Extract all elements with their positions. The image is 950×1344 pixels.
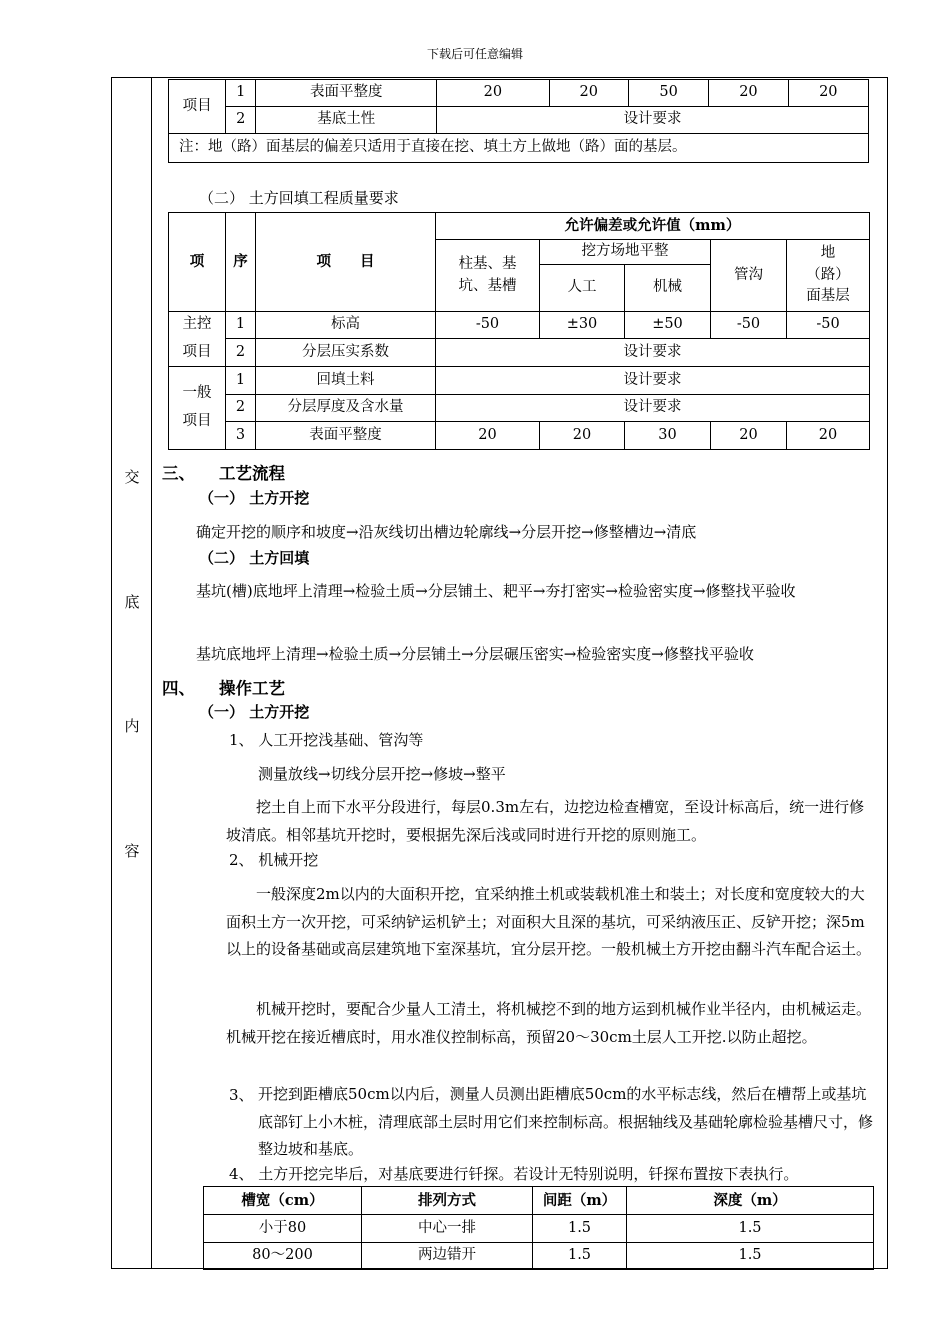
group-label-main <box>169 312 226 367</box>
header-name: 项 目 <box>256 213 436 312</box>
row-item: 基底土性 <box>256 107 437 134</box>
table-row <box>204 1243 874 1270</box>
table-cell: 两边错开 <box>362 1243 533 1270</box>
disclosure-frame <box>111 77 888 1269</box>
row-no: 3 <box>226 422 256 450</box>
content-area <box>152 78 887 1268</box>
subsection-title: （二） 土方回填 <box>199 549 310 567</box>
value-cell: -50 <box>436 312 540 339</box>
value-cell: 20 <box>436 422 540 450</box>
header-pile: 柱基、基坑、基槽 <box>436 240 540 312</box>
header-item: 项 <box>169 213 226 312</box>
process-flow: 基坑底地坪上清理→检验土质→分层铺土→分层碾压密实→检验密实度→修整找平验收 <box>196 645 754 663</box>
header-manual: 人工 <box>540 265 625 312</box>
paragraph: 一般深度2m以内的大面积开挖，宜采纳推土机或装载机准土和装土；对长度和宽度较大的大面积土方一次开挖，可采纳铲运机铲土；对面积大且深的基坑，可采纳液压正、反铲开挖；深5m以上的设备基础或高层建筑地下室深基坑，宜分层开挖。一般机械土方开挖由翻斗汽车配合运土。 <box>226 885 872 958</box>
paragraph: 机械开挖时，要配合少量人工清土，将机械挖不到的地方运到机械作业半径内，由机械运走。机械开挖在接近槽底时，用水准仪控制标高，预留20～30cm土层人工开挖.以防止超挖。 <box>226 1000 872 1046</box>
left-label-column <box>112 78 152 1268</box>
value-cell: -50 <box>711 312 787 339</box>
header-trench: 管沟 <box>711 240 787 312</box>
list-item-title: 2、 机械开挖 <box>229 851 319 869</box>
row-no: 2 <box>226 395 256 422</box>
header-ground-line: 面基层 <box>806 288 850 305</box>
group-label: 项目 <box>169 80 226 134</box>
left-label-char: 内 <box>124 717 140 735</box>
header-ground-line: 地 <box>820 244 836 261</box>
section-title: 操作工艺 <box>219 679 285 698</box>
value-cell: 20 <box>787 422 870 450</box>
left-label-char: 底 <box>124 593 140 611</box>
group-label-line: 一般 <box>182 385 212 402</box>
value-cell: 20 <box>709 80 788 107</box>
group-label-general <box>169 367 226 450</box>
table-cell: 80～200 <box>204 1243 362 1270</box>
column-header: 排列方式 <box>362 1187 533 1215</box>
table-cell: 1.5 <box>533 1243 627 1270</box>
value-cell: -50 <box>787 312 870 339</box>
row-item: 分层压实系数 <box>256 339 436 367</box>
group-label-line: 主控 <box>182 316 212 333</box>
section-subtitle: （二） 土方回填工程质量要求 <box>199 189 399 207</box>
probe-layout-table <box>203 1186 874 1270</box>
row-no: 2 <box>226 339 256 367</box>
paragraph: 挖土自上而下水平分段进行，每层0.3m左右，边挖边检查槽宽，至设计标高后，统一进行修坡清底。相邻基坑开挖时，要根据先深后浅或同时进行开挖的原则施工。 <box>226 798 865 844</box>
value-cell: ±50 <box>625 312 711 339</box>
merged-value-cell: 设计要求 <box>436 339 870 367</box>
row-item: 分层厚度及含水量 <box>256 395 436 422</box>
header-allowance: 允许偏差或允许值（mm） <box>436 213 870 240</box>
row-item: 标高 <box>256 312 436 339</box>
value-cell: 20 <box>711 422 787 450</box>
row-item: 表面平整度 <box>256 80 437 107</box>
value-cell: 20 <box>788 80 868 107</box>
page-header: 下载后可任意编辑 <box>426 47 523 61</box>
left-label-char: 容 <box>124 842 140 860</box>
header-site-leveling: 挖方场地平整 <box>540 240 711 265</box>
group-label-line: 项目 <box>182 413 212 429</box>
table-cell: 1.5 <box>627 1215 874 1243</box>
left-label-char: 交 <box>124 468 140 486</box>
header-ground-base <box>787 240 870 312</box>
list-item-title: 1、 人工开挖浅基础、管沟等 <box>229 731 424 749</box>
table-row <box>204 1215 874 1243</box>
list-item-number: 3、 <box>229 1086 254 1104</box>
table-note: 注：地（路）面基层的偏差只适用于直接在挖、填土方上做地（路）面的基层。 <box>169 134 869 163</box>
merged-value-cell: 设计要求 <box>437 107 869 134</box>
process-flow: 基坑(槽)底地坪上清理→检验土质→分层铺土、耙平→夯打密实→检验密实度→修整找平验收 <box>196 582 796 600</box>
process-flow: 确定开挖的顺序和坡度→沿灰线切出槽边轮廓线→分层开挖→修整槽边→清底 <box>196 523 697 541</box>
value-cell: 50 <box>628 80 708 107</box>
header-ground-line: （路） <box>806 266 850 283</box>
row-item: 表面平整度 <box>256 422 436 450</box>
value-cell: 20 <box>540 422 625 450</box>
value-cell: 20 <box>437 80 549 107</box>
table-cell: 小于80 <box>204 1215 362 1243</box>
value-cell: 20 <box>549 80 628 107</box>
paragraph: 开挖到距槽底50cm以内后，测量人员测出距槽底50cm的水平标志线，然后在槽帮上或基坑底部钉上小木桩，清理底部土层时用它们来控制标高。根据轴线及基础轮廓检验基槽尺寸，修整边坡和基底。 <box>258 1085 874 1158</box>
header-machine: 机械 <box>625 265 711 312</box>
column-header: 间距（m） <box>533 1187 627 1215</box>
table-cell: 1.5 <box>533 1215 627 1243</box>
process-flow: 测量放线→切线分层开挖→修坡→整平 <box>258 765 506 783</box>
row-no: 1 <box>226 367 256 395</box>
merged-value-cell: 设计要求 <box>436 367 870 395</box>
group-label-line: 项目 <box>182 344 212 360</box>
section-title: 工艺流程 <box>219 464 285 483</box>
list-item-title: 4、 土方开挖完毕后，对基底要进行钎探。若设计无特别说明，钎探布置按下表执行。 <box>229 1165 799 1183</box>
table-cell: 1.5 <box>627 1243 874 1270</box>
section-number: 三、 <box>162 464 195 483</box>
value-cell: 30 <box>625 422 711 450</box>
column-header: 深度（m） <box>627 1187 874 1215</box>
subsection-title: （一） 土方开挖 <box>199 703 310 721</box>
merged-value-cell: 设计要求 <box>436 395 870 422</box>
row-no: 1 <box>226 80 256 107</box>
row-no: 2 <box>226 107 256 134</box>
subsection-title: （一） 土方开挖 <box>199 489 310 507</box>
excavation-quality-table-tail <box>168 79 869 163</box>
row-item: 回填土料 <box>256 367 436 395</box>
backfill-quality-table <box>168 212 870 450</box>
value-cell: ±30 <box>540 312 625 339</box>
column-header: 槽宽（cm） <box>204 1187 362 1215</box>
row-no: 1 <box>226 312 256 339</box>
header-no: 序 <box>226 213 256 312</box>
table-cell: 中心一排 <box>362 1215 533 1243</box>
section-number: 四、 <box>162 679 195 698</box>
